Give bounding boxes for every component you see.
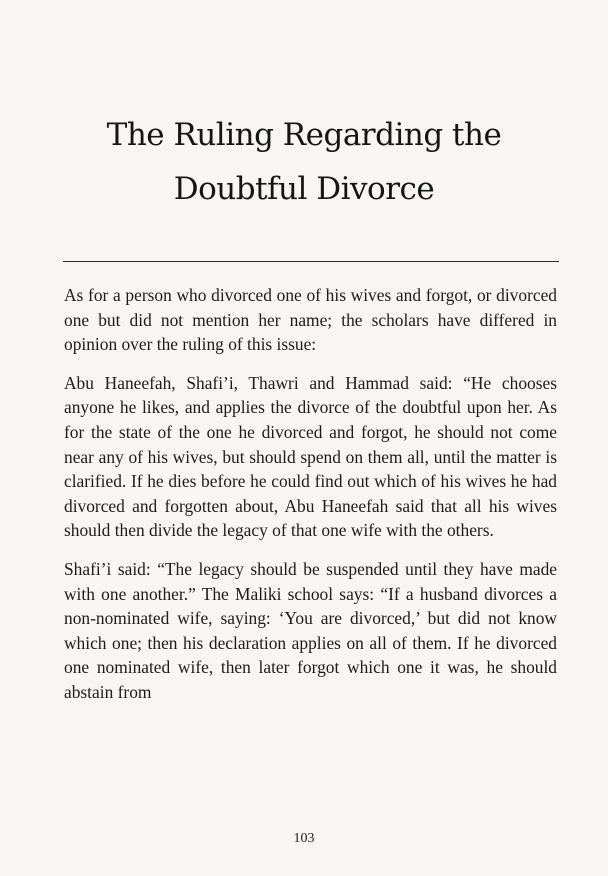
title-divider bbox=[63, 261, 559, 262]
paragraph-3: Shafi’i said: “The legacy should be suspended until they have made with one another.” The Maliki school says: “If a husband divorces a non-nominated wife, saying: ‘You are divorced,’ but did not know which one; then his declaration applies on all of them. If he divorced one nominated wife, then later forgot which one it was, he should abstain from bbox=[64, 558, 557, 702]
paragraph-1: As for a person who divorced one of his wives and forgot, or divorced one but did not mention her name; the scholars have differed in opinion over the ruling of this issue: bbox=[64, 285, 557, 355]
page-number: 103 bbox=[293, 831, 315, 846]
paragraph-2: Abu Haneefah, Shafi’i, Thawri and Hammad said: “He chooses anyone he likes, and applies the divorce of the doubtful upon her. As for the state of the one he divorced and forgot, he should not come near any of his wives, but should spend on them all, until the matter is clarified. If he dies before he could find out which of his wives he had divorced and forgotten about, Abu Haneefah said that all his wives should then divide the legacy of that one wife with the others. bbox=[64, 372, 557, 541]
chapter-title bbox=[40, 108, 568, 216]
chapter-title-line-2: Doubtful Divorce bbox=[173, 171, 435, 207]
body-text bbox=[64, 283, 557, 719]
chapter-title-line-1: The Ruling Regarding the bbox=[106, 117, 502, 153]
